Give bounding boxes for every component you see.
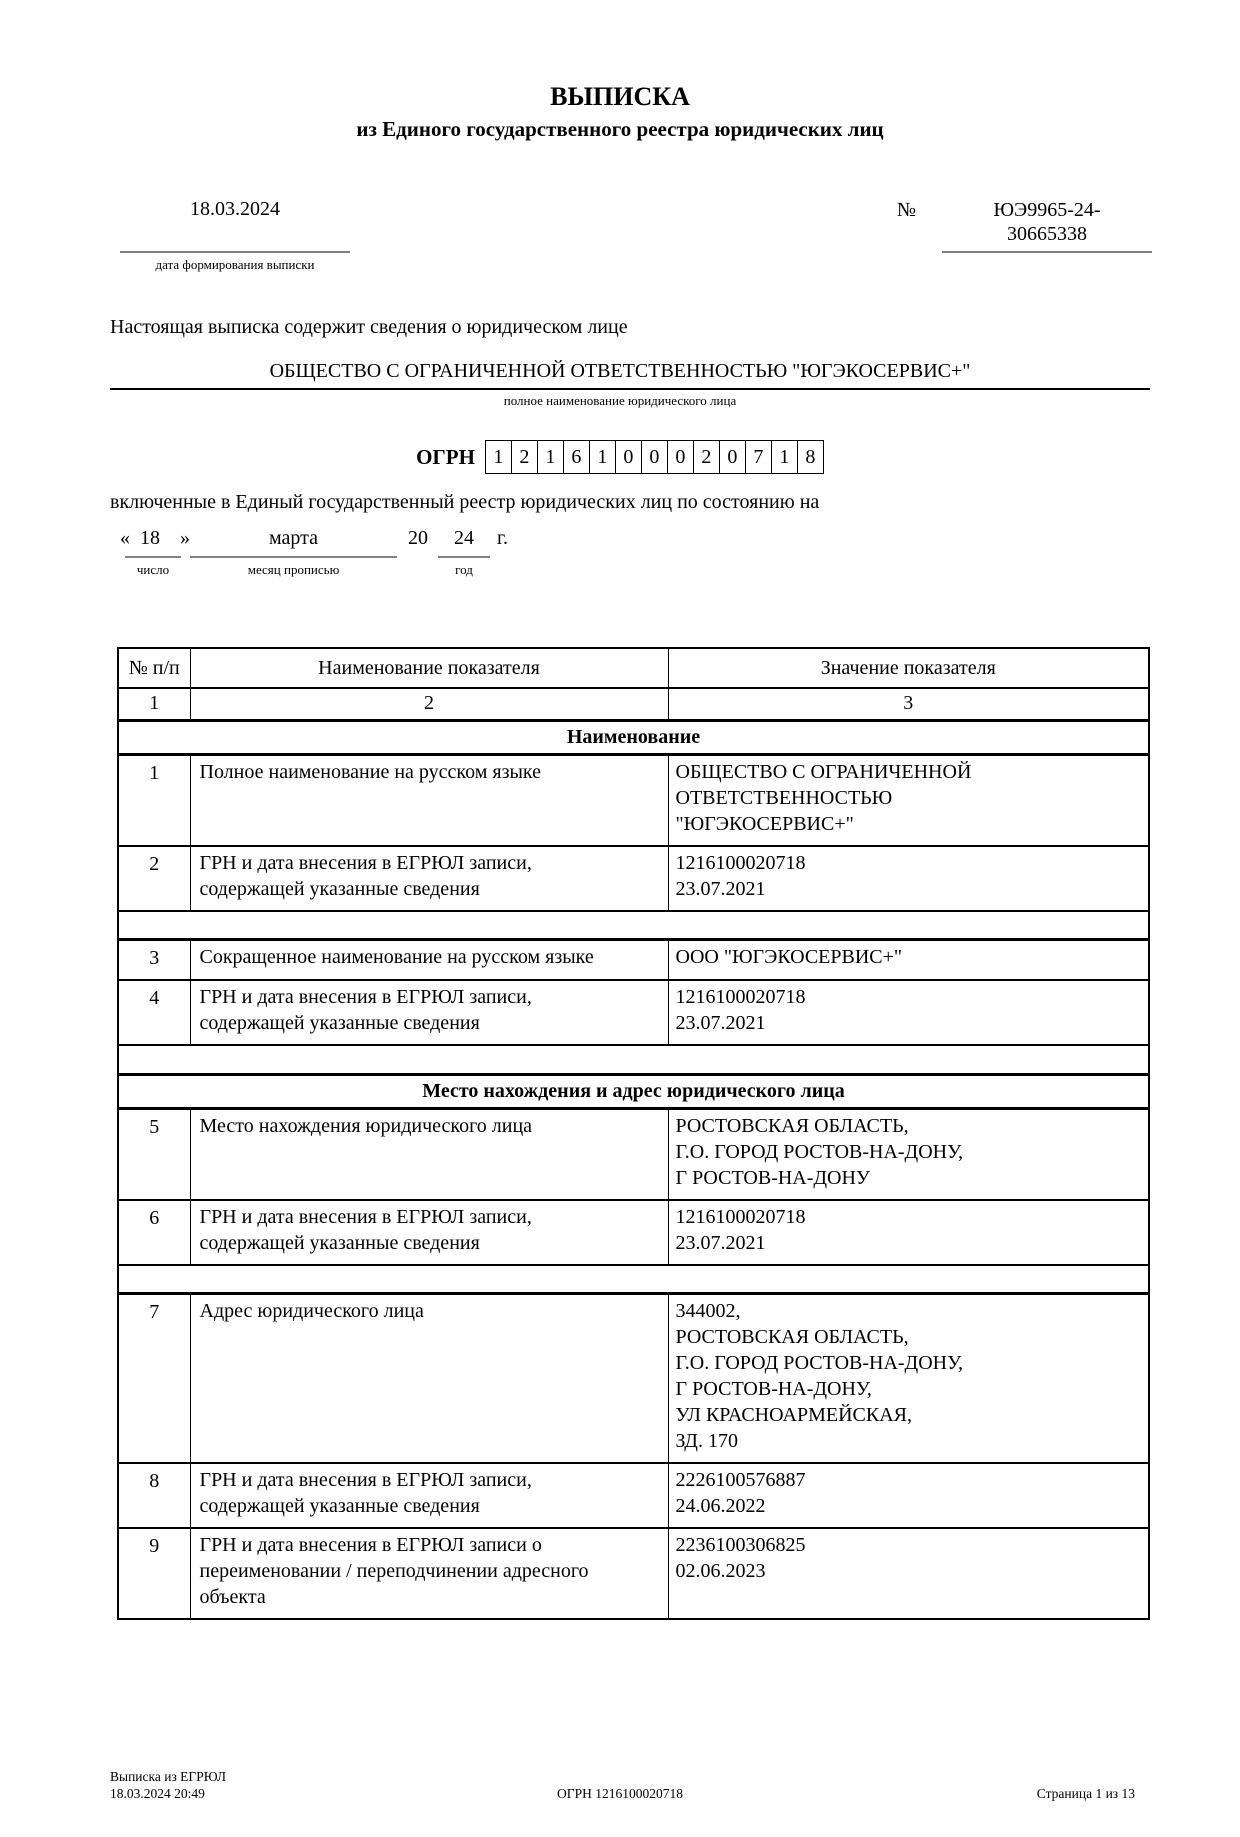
value-line: УЛ КРАСНОАРМЕЙСКАЯ, <box>675 1404 913 1426</box>
value-line: РОСТОВСКАЯ ОБЛАСТЬ, <box>675 1326 909 1348</box>
footer-page-indicator: Страница 1 из 13 <box>1036 1786 1135 1801</box>
value-line: Г.О. ГОРОД РОСТОВ-НА-ДОНУ, <box>675 1352 963 1374</box>
meta-row <box>0 198 1240 282</box>
company-name-rule <box>110 388 1150 390</box>
value-line: 24.06.2022 <box>675 1495 766 1517</box>
year-suffix: г. <box>497 527 508 549</box>
year-underline <box>438 556 490 558</box>
column-number-3: 3 <box>668 688 1149 720</box>
table-row <box>118 1200 1149 1265</box>
table-spacer-cell <box>118 1045 1149 1074</box>
indicator-value <box>668 754 1149 846</box>
date-fill-row <box>0 527 1240 585</box>
ogrn-digit-box: 7 <box>745 440 772 474</box>
table-spacer-row <box>118 1045 1149 1074</box>
column-number-1: 1 <box>118 688 190 720</box>
day-underline <box>125 556 181 558</box>
indicator-value <box>668 1528 1149 1619</box>
indicator-value <box>668 1200 1149 1265</box>
indicator-name: ГРН и дата внесения в ЕГРЮЛ записи о переименовании / переподчинении адресного объекта <box>190 1528 668 1619</box>
indicator-value <box>668 1463 1149 1528</box>
ogrn-label: ОГРН <box>416 444 475 469</box>
value-line: 1216100020718 <box>675 851 806 874</box>
table-section-header: Место нахождения и адрес юридического лица <box>118 1074 1149 1108</box>
footer-timestamp: 18.03.2024 20:49 <box>110 1786 205 1801</box>
header-row <box>118 648 1149 688</box>
ogrn-digit-box: 1 <box>771 440 798 474</box>
table-row <box>118 1528 1149 1619</box>
indicator-value <box>668 1294 1149 1464</box>
value-line: Г РОСТОВ-НА-ДОНУ <box>675 1166 871 1189</box>
table-spacer-cell <box>118 911 1149 940</box>
value-line: 344002, <box>675 1300 741 1322</box>
document-page <box>0 82 1240 1837</box>
month-underline <box>190 556 397 558</box>
document-number-line2: 30665338 <box>1007 223 1087 245</box>
document-number-line1: ЮЭ9965-24- <box>993 199 1101 221</box>
ogrn-row <box>0 440 1240 474</box>
ogrn-digit-box: 0 <box>667 440 694 474</box>
column-number-2: 2 <box>190 688 668 720</box>
header-cell-value: Значение показателя <box>668 648 1149 688</box>
document-title: ВЫПИСКА <box>550 82 690 111</box>
formation-date: 18.03.2024 <box>120 198 350 253</box>
value-line: 23.07.2021 <box>675 1012 766 1034</box>
indicator-name: ГРН и дата внесения в ЕГРЮЛ записи, содержащей указанные сведения <box>190 1200 668 1265</box>
indicator-name: ГРН и дата внесения в ЕГРЮЛ записи, содержащей указанные сведения <box>190 980 668 1045</box>
open-quote: « <box>120 527 130 549</box>
row-number: 3 <box>118 940 190 981</box>
table-spacer-cell <box>118 1265 1149 1294</box>
century-value: 20 <box>408 527 428 549</box>
registry-table <box>117 647 1150 1620</box>
indicator-value <box>668 846 1149 911</box>
indicator-value <box>668 940 1149 981</box>
value-line: 23.07.2021 <box>675 1231 766 1254</box>
table-row <box>118 980 1149 1045</box>
value-line: ООО "ЮГЭКОСЕРВИС+" <box>675 946 903 968</box>
table-spacer-row <box>118 1265 1149 1294</box>
column-number-row <box>118 688 1149 720</box>
value-line: Г РОСТОВ-НА-ДОНУ, <box>675 1378 872 1400</box>
row-number: 9 <box>118 1528 190 1619</box>
registry-table-head <box>118 648 1149 720</box>
header-cell-indicator: Наименование показателя <box>190 648 668 688</box>
company-name-label: полное наименование юридического лица <box>503 393 737 408</box>
indicator-name: Полное наименование на русском языке <box>190 754 668 846</box>
value-line: ОБЩЕСТВО С ОГРАНИЧЕННОЙ <box>675 760 972 783</box>
formation-date-label: дата формирования выписки <box>155 257 315 272</box>
table-row <box>118 1294 1149 1464</box>
company-name: ОБЩЕСТВО С ОГРАНИЧЕННОЙ ОТВЕТСТВЕННОСТЬЮ "ЮГЭКОСЕРВИС+" <box>269 360 971 382</box>
formation-date-block <box>120 198 350 273</box>
value-line: 02.06.2023 <box>675 1560 766 1582</box>
indicator-value <box>668 980 1149 1045</box>
value-line: РОСТОВСКАЯ ОБЛАСТЬ, <box>675 1114 909 1137</box>
ogrn-digit-box: 8 <box>797 440 824 474</box>
table-section-row <box>118 720 1149 754</box>
value-line: 1216100020718 <box>675 1205 806 1228</box>
ogrn-boxes <box>485 440 824 474</box>
indicator-name: ГРН и дата внесения в ЕГРЮЛ записи, содержащей указанные сведения <box>190 1463 668 1528</box>
footer-doc-type: Выписка из ЕГРЮЛ <box>110 1769 227 1784</box>
table-row <box>118 754 1149 846</box>
table-row <box>118 940 1149 981</box>
header-cell-num: № п/п <box>118 648 190 688</box>
table-row <box>118 1108 1149 1200</box>
value-line: ЗД. 170 <box>675 1430 738 1452</box>
ogrn-digit-box: 0 <box>615 440 642 474</box>
month-value: марта <box>269 527 318 549</box>
day-value: 18 <box>140 527 160 549</box>
row-number: 2 <box>118 846 190 911</box>
table-row <box>118 846 1149 911</box>
year-value: 24 <box>454 527 474 549</box>
indicator-name: Адрес юридического лица <box>190 1294 668 1464</box>
ogrn-digit-box: 0 <box>641 440 668 474</box>
ogrn-digit-box: 2 <box>693 440 720 474</box>
ogrn-digit-box: 1 <box>589 440 616 474</box>
value-line: "ЮГЭКОСЕРВИС+" <box>675 812 854 835</box>
value-line: 23.07.2021 <box>675 877 766 900</box>
row-number: 1 <box>118 754 190 846</box>
table-spacer-row <box>118 911 1149 940</box>
number-sign: № <box>896 199 916 221</box>
value-line: ОТВЕТСТВЕННОСТЬЮ <box>675 786 893 809</box>
value-line: 1216100020718 <box>675 986 806 1008</box>
row-number: 4 <box>118 980 190 1045</box>
indicator-value <box>668 1108 1149 1200</box>
table-row <box>118 1463 1149 1528</box>
document-number-block <box>897 198 1152 253</box>
table-section-header: Наименование <box>118 720 1149 754</box>
included-text: включенные в Единый государственный реестр юридических лиц по состоянию на <box>110 491 820 513</box>
indicator-name: ГРН и дата внесения в ЕГРЮЛ записи, содержащей указанные сведения <box>190 846 668 911</box>
row-number: 5 <box>118 1108 190 1200</box>
ogrn-digit-box: 2 <box>511 440 538 474</box>
value-line: Г.О. ГОРОД РОСТОВ-НА-ДОНУ, <box>675 1140 963 1163</box>
registry-table-body <box>118 720 1149 1619</box>
row-number: 8 <box>118 1463 190 1528</box>
page-footer <box>0 1768 1240 1808</box>
ogrn-digit-box: 6 <box>563 440 590 474</box>
day-label: число <box>136 562 170 577</box>
close-quote: » <box>180 527 190 549</box>
row-number: 6 <box>118 1200 190 1265</box>
footer-ogrn: ОГРН 1216100020718 <box>557 1786 683 1801</box>
ogrn-digit-box: 1 <box>537 440 564 474</box>
document-subtitle: из Единого государственного реестра юридических лиц <box>356 117 884 141</box>
month-label: месяц прописью <box>247 562 340 577</box>
lead-text: Настоящая выписка содержит сведения о юридическом лице <box>110 316 628 338</box>
ogrn-digit-box: 0 <box>719 440 746 474</box>
row-number: 7 <box>118 1294 190 1464</box>
value-line: 2236100306825 <box>675 1534 806 1556</box>
ogrn-digit-box: 1 <box>485 440 512 474</box>
table-section-row <box>118 1074 1149 1108</box>
value-line: 2226100576887 <box>675 1469 806 1491</box>
indicator-name: Место нахождения юридического лица <box>190 1108 668 1200</box>
document-number <box>942 198 1152 253</box>
indicator-name: Сокращенное наименование на русском языке <box>190 940 668 981</box>
year-label: год <box>455 562 473 577</box>
